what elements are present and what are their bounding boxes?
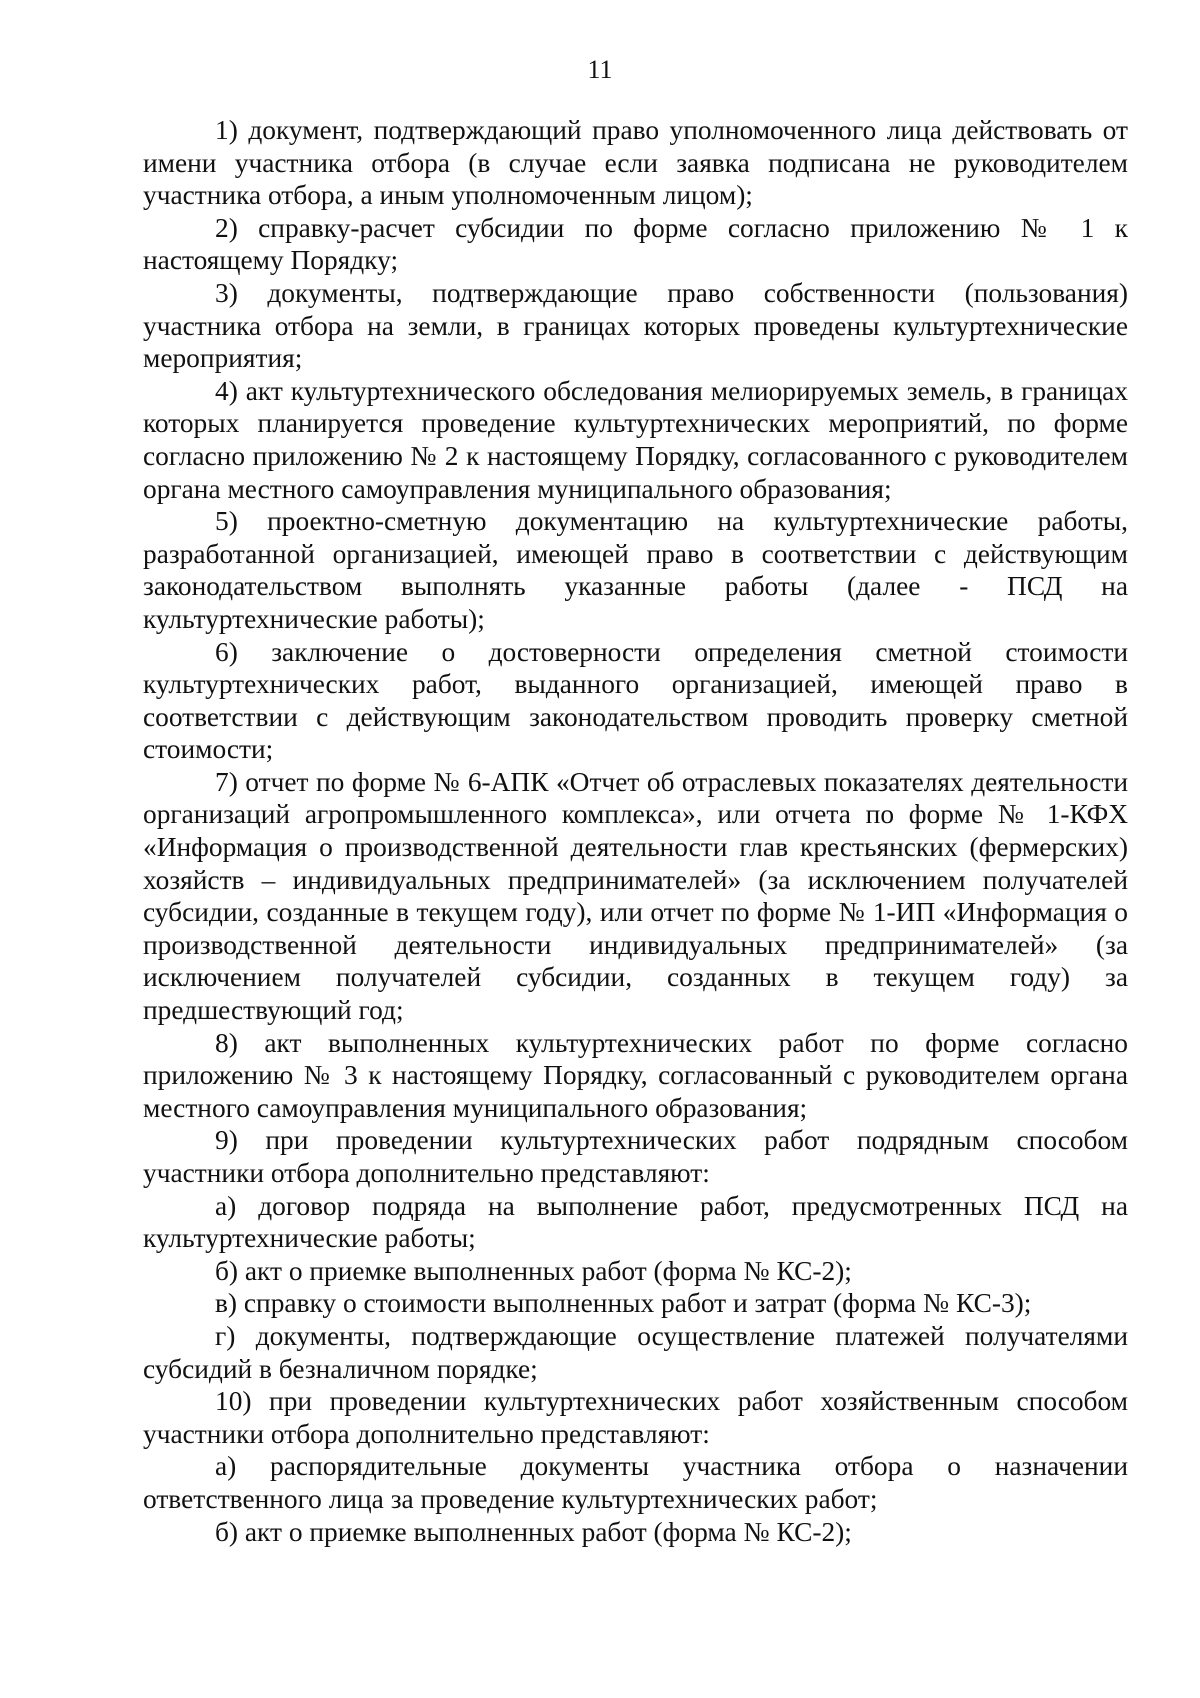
document-body (143, 114, 1128, 1548)
sub-item-9d: г) документы, подтверждающие осуществление платежей получателями субсидий в безналичном порядке; (143, 1320, 1128, 1384)
list-item-1: 1) документ, подтверждающий право уполномоченного лица действовать от имени участника отбора (в случае если заявка подписана не руководителем участника отбора, а иным уполномоченным лицом); (143, 115, 1128, 211)
sub-item-9a: а) договор подряда на выполнение работ, предусмотренных ПСД на культуртехнические работы; (143, 1190, 1128, 1254)
list-item-8: 8) акт выполненных культуртехнических работ по форме согласно приложению № 3 к настоящему Порядку, согласованный с руководителем органа местного самоуправления муниципального образования; (143, 1027, 1128, 1123)
list-item-9: 9) при проведении культуртехнических работ подрядным способом участники отбора дополнительно представляют: (143, 1125, 1128, 1188)
sub-item-9b: б) акт о приемке выполненных работ (форма № КС-2); (215, 1255, 852, 1286)
page-number: 11 (587, 55, 613, 84)
sub-item-10a: а) распорядительные документы участника отбора о назначении ответственного лица за проведение культуртехнических работ; (143, 1451, 1128, 1514)
list-item-10: 10) при проведении культуртехнических работ хозяйственным способом участники отбора дополнительно представляют: (143, 1386, 1128, 1449)
sub-item-10b: б) акт о приемке выполненных работ (форма № КС-2); (215, 1516, 852, 1547)
list-item-3: 3) документы, подтверждающие право собственности (пользования) участника отбора на земли, в границах которых проведены культуртехнические мероприятия; (143, 277, 1128, 374)
list-item-2: 2) справку-расчет субсидии по форме согласно приложению № 1 к настоящему Порядку; (143, 212, 1128, 276)
list-item-4: 4) акт культуртехнического обследования мелиорируемых земель, в границах которых планируется проведение культуртехнических мероприятий, по форме согласно приложению № 2 к настоящему Порядку, согласованного с руководителем органа местного самоуправления муниципального образования; (143, 375, 1128, 504)
list-item-5: 5) проектно-сметную документацию на культуртехнические работы, разработанной организацией, имеющей право в соответствии с действующим законодательством выполнять указанные работы (далее - ПСД на культуртехнические работы); (143, 506, 1128, 634)
sub-item-9c: в) справку о стоимости выполненных работ и затрат (форма № КС-3); (215, 1288, 1032, 1319)
list-item-7: 7) отчет по форме № 6-АПК «Отчет об отраслевых показателях деятельности организаций агропромышленного комплекса», или отчета по форме № 1-КФХ «Информация о производственной деятельности глав крестьянских (фермерских) хозяйств – индивидуальных предпринимателей» (за исключением получателей субсидии, созданные в текущем году), или отчет по форме № 1-ИП «Информация о производственной деятельности индивидуальных предпринимателей» (за исключением получателей субсидии, созданных в текущем году) за предшествующий год; (143, 766, 1128, 1026)
list-item-6: 6) заключение о достоверности определения сметной стоимости культуртехнических работ, выданного организацией, имеющей право в соответствии с действующим законодательством проводить проверку сметной стоимости; (143, 636, 1128, 765)
